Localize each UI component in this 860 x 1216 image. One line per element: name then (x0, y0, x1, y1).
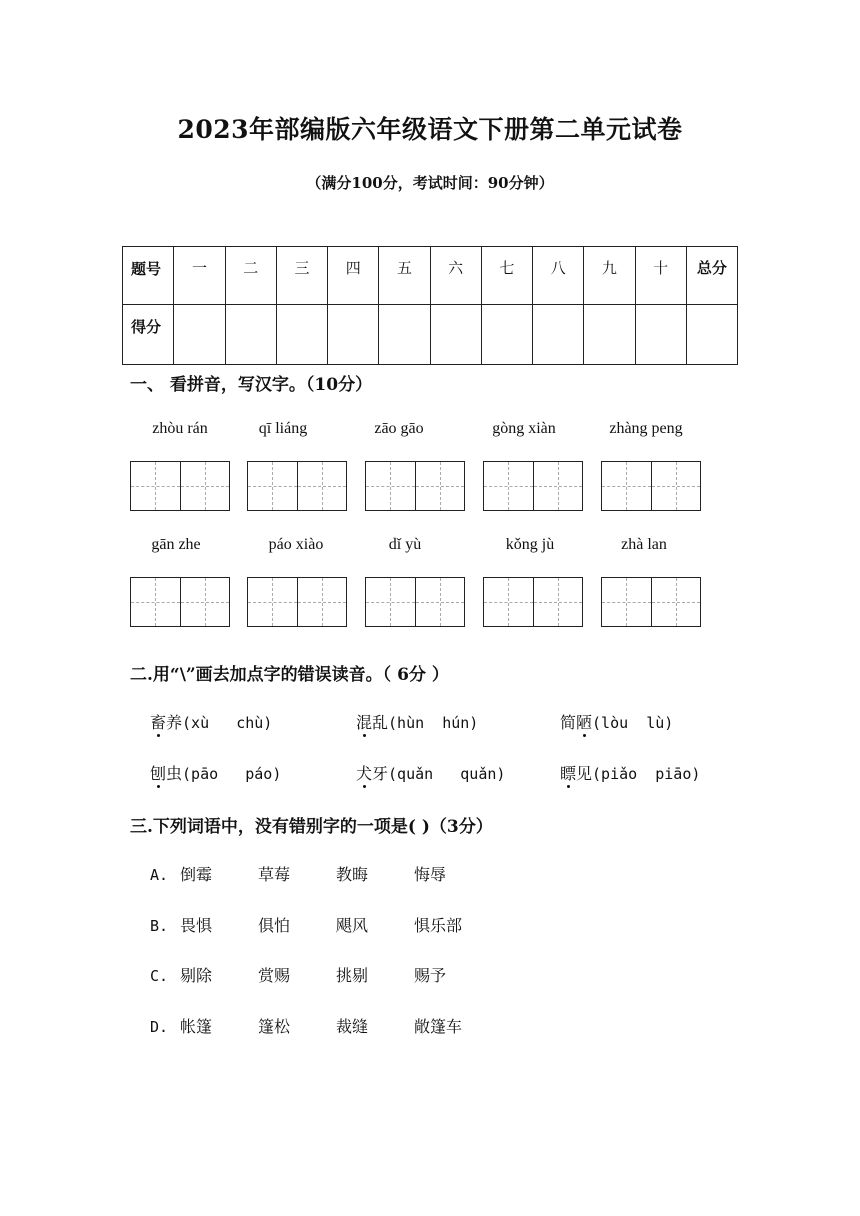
option-a[interactable] (150, 862, 492, 885)
option-word: 裁缝 (336, 1017, 369, 1036)
pinyin-label: zāo gāo (374, 420, 424, 437)
pinyin-label: gān zhe (151, 536, 201, 553)
option-d[interactable] (150, 1014, 492, 1037)
exam-info: （满分100分，考试时间：90分钟） (306, 174, 554, 192)
score-label: 得分 (123, 305, 174, 365)
section-3-heading: 三.下列词语中，没有错别字的一项是( )（3分） (130, 817, 493, 837)
option-letter: C. (150, 967, 169, 985)
pinyin-label: qī liáng (258, 420, 308, 437)
score-cell[interactable] (635, 305, 686, 365)
reading-item: 刨虫(pāo páo) (150, 764, 282, 783)
option-b[interactable] (150, 913, 492, 936)
option-word: 帐篷 (180, 1017, 213, 1036)
option-word: 惧乐部 (414, 916, 463, 935)
option-word: 篷松 (258, 1017, 291, 1036)
score-cell[interactable] (225, 305, 276, 365)
column-header: 二 (225, 247, 276, 305)
reading-options: (hùn hún) (388, 714, 479, 732)
option-word: 挑剔 (336, 966, 369, 985)
dotted-char: 畜 (150, 713, 167, 732)
option-word: 赏赐 (258, 966, 291, 985)
reading-item: 简陋(lòu lù) (560, 713, 674, 732)
dotted-char: 陋 (576, 713, 593, 732)
dotted-char: 混 (356, 713, 373, 732)
score-cell[interactable] (533, 305, 584, 365)
writing-grid[interactable] (601, 577, 701, 627)
pinyin-label: páo xiào (268, 536, 324, 553)
score-table-score-row (123, 305, 738, 365)
score-cell[interactable] (584, 305, 635, 365)
option-word: 俱怕 (258, 916, 291, 935)
column-header: 五 (379, 247, 430, 305)
writing-grid[interactable] (130, 577, 230, 627)
score-cell[interactable] (276, 305, 327, 365)
option-letter: B. (150, 917, 169, 935)
option-c[interactable] (150, 963, 492, 986)
reading-options: (xù chù) (182, 714, 273, 732)
score-cell[interactable] (379, 305, 430, 365)
option-word: 悔辱 (414, 865, 447, 884)
dotted-char: 犬 (356, 764, 373, 783)
writing-grid[interactable] (130, 461, 230, 511)
pinyin-label: kǒng jù (505, 536, 555, 553)
reading-item: 畜养(xù chù) (150, 713, 273, 732)
option-letter: A. (150, 866, 169, 884)
total-score-cell[interactable] (686, 305, 737, 365)
score-cell[interactable] (430, 305, 481, 365)
option-word: 赐予 (414, 966, 447, 985)
reading-item: 犬牙(quǎn quǎn) (356, 764, 506, 783)
option-word: 敞篷车 (414, 1017, 463, 1036)
column-header: 三 (276, 247, 327, 305)
writing-grid[interactable] (247, 577, 347, 627)
total-score-label: 总分 (686, 247, 737, 305)
column-header: 四 (328, 247, 379, 305)
score-table (122, 246, 738, 365)
writing-grid[interactable] (365, 577, 465, 627)
reading-item: 混乱(hùn hún) (356, 713, 479, 732)
column-header: 六 (430, 247, 481, 305)
reading-options: (pāo páo) (182, 765, 282, 783)
reading-options: (piǎo piāo) (592, 765, 701, 783)
writing-grid[interactable] (247, 461, 347, 511)
option-word: 草莓 (258, 865, 291, 884)
pinyin-label: zhà lan (621, 536, 667, 553)
writing-grid[interactable] (601, 461, 701, 511)
option-letter: D. (150, 1018, 169, 1036)
writing-grid[interactable] (483, 461, 583, 511)
option-word: 畏惧 (180, 916, 213, 935)
score-cell[interactable] (328, 305, 379, 365)
reading-options: (quǎn quǎn) (388, 765, 506, 783)
pinyin-label: zhàng peng (609, 420, 683, 437)
column-header: 八 (533, 247, 584, 305)
dotted-char: 瞟 (560, 764, 577, 783)
section-1-heading: 一、 看拼音，写汉字。（10分） (130, 375, 373, 395)
option-word: 倒霉 (180, 865, 213, 884)
column-header: 七 (481, 247, 532, 305)
reading-item: 瞟见(piǎo piāo) (560, 764, 701, 783)
section-2-heading: 二.用“\”画去加点字的错误读音。（ 6分 ） (130, 665, 449, 685)
column-header: 九 (584, 247, 635, 305)
option-word: 飓风 (336, 916, 369, 935)
writing-grid[interactable] (365, 461, 465, 511)
reading-options: (lòu lù) (592, 714, 674, 732)
score-cell[interactable] (174, 305, 225, 365)
option-word: 剔除 (180, 966, 213, 985)
pinyin-label: dǐ yù (388, 536, 422, 553)
writing-grid[interactable] (483, 577, 583, 627)
score-cell[interactable] (481, 305, 532, 365)
score-table-header-row (123, 247, 738, 305)
question-number-label: 题号 (123, 247, 174, 305)
dotted-char: 刨 (150, 764, 167, 783)
column-header: 十 (635, 247, 686, 305)
pinyin-label: zhòu rán (152, 420, 208, 437)
page-title: 2023年部编版六年级语文下册第二单元试卷 (177, 115, 683, 144)
column-header: 一 (174, 247, 225, 305)
option-word: 教晦 (336, 865, 369, 884)
pinyin-label: gòng xiàn (492, 420, 556, 437)
